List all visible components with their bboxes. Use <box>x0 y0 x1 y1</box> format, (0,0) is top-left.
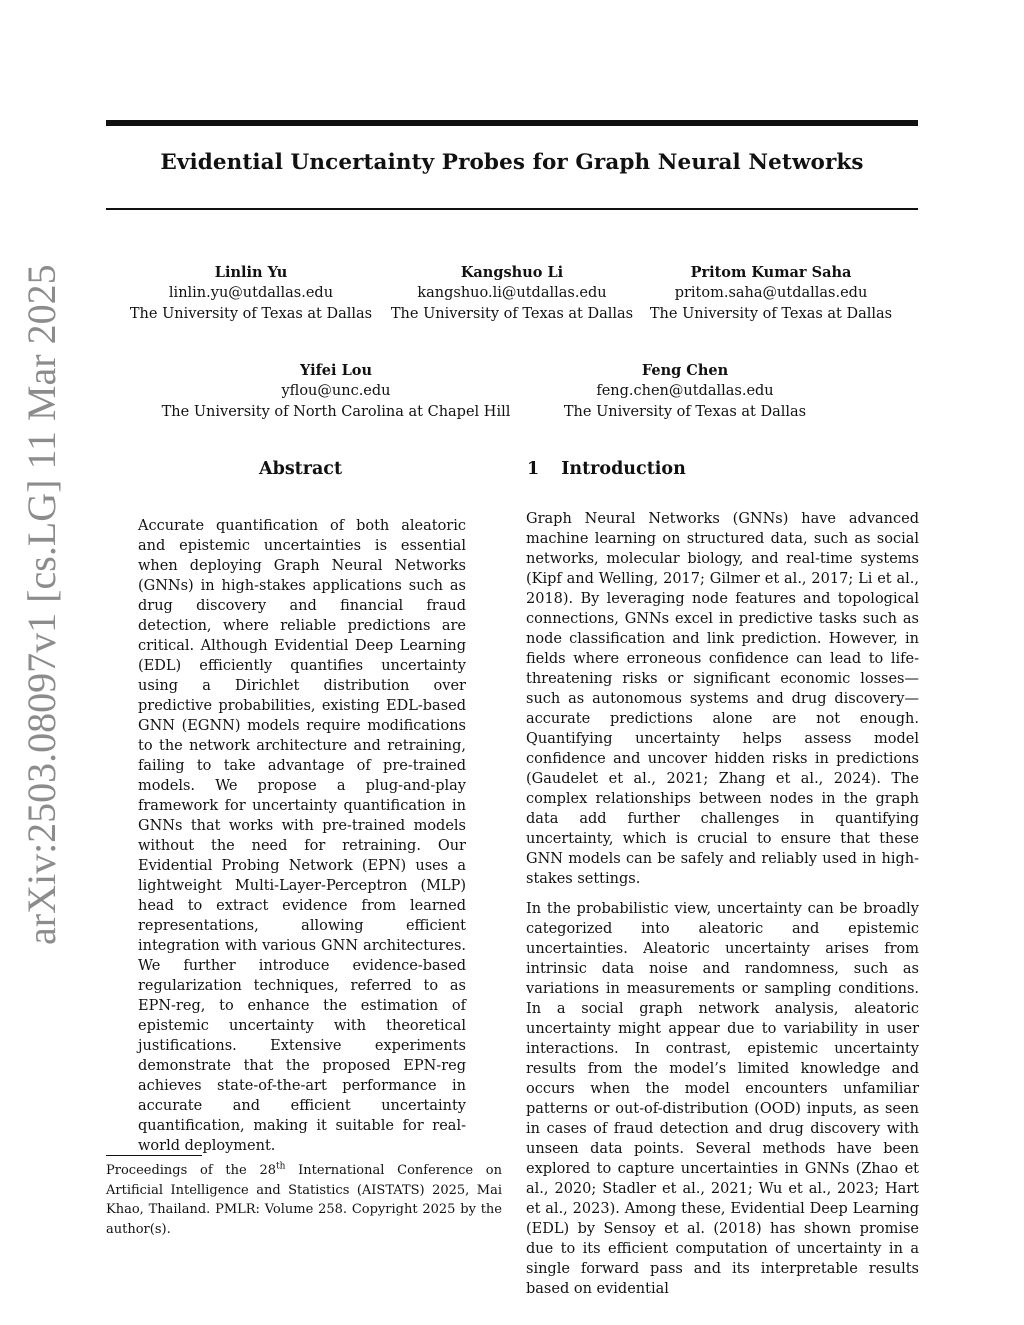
author-block <box>146 360 526 423</box>
author-block <box>552 360 818 423</box>
author-affiliation: The University of Texas at Dallas <box>129 306 373 322</box>
abstract-heading: Abstract <box>259 459 343 479</box>
paragraph: Graph Neural Networks (GNNs) have advanced machine learning on structured data, such as social networks, molecular biology, and real-time systems (Kipf and Welling, 2017; Gilmer et al., 2017; Li et al., 2018). By leveraging node features and topological connections, GNNs excel in predictive tasks such as node classification and link prediction. However, in fields where erroneous confidence can lead to life-threatening risks or significant economic losses—such as autonomous systems and drug discovery—accurate predictions alone are not enough. Quantifying uncertainty helps assess model confidence and uncover hidden risks in predictions (Gaudelet et al., 2021; Zhang et al., 2024). The complex relationships between nodes in the graph data add further challenges in quantifying uncertainty, which is crucial to ensure that these GNN models can be safely and reliably used in high-stakes settings. <box>526 511 919 887</box>
author-name: Feng Chen <box>641 362 729 379</box>
abstract-text: Accurate quantification of both aleatoric and epistemic uncertainties is essential when deploying Graph Neural Networks (GNNs) in high-stakes applications such as drug discovery and financial fraud detection, where reliable predictions are critical. Although Evidential Deep Learning (EDL) efficiently quantifies uncertainty using a Dirichlet distribution over predictive probabilities, existing EDL-based GNN (EGNN) models require modifications to the network architecture and retraining, failing to take advantage of pre-trained models. We propose a plug-and-play framework for uncertainty quantification in GNNs that works with pre-trained models without the need for retraining. Our Evidential Probing Network (EPN) uses a lightweight Multi-Layer-Perceptron (MLP) head to extract evidence from learned representations, allowing efficient integration with various GNN architectures. We further introduce evidence-based regularization techniques, referred to as EPN-reg, to enhance the estimation of epistemic uncertainty with theoretical justifications. Extensive experiments demonstrate that the proposed EPN-reg achieves state-of-the-art performance in accurate and efficient uncertainty quantification, making it suitable for real-world deployment. <box>138 518 466 1154</box>
abstract-body <box>138 516 466 1166</box>
section-title: Introduction <box>561 459 686 479</box>
section-heading-introduction <box>527 459 686 479</box>
author-email[interactable]: kangshuo.li@utdallas.edu <box>417 285 607 301</box>
author-affiliation: The University of Texas at Dallas <box>649 306 893 322</box>
footnote-text: International Conference on Artificial Intelligence and Statistics (AISTATS) 2025, Mai Khao, Thailand. PMLR: Volume 258. Copyright 2025 by the author(s). <box>106 1163 502 1237</box>
introduction-body <box>526 509 919 1309</box>
arxiv-stamp: arXiv:2503.08097v1 [cs.LG] 11 Mar 2025 <box>19 264 64 945</box>
author-name: Kangshuo Li <box>460 264 564 281</box>
author-name: Yifei Lou <box>299 362 373 379</box>
author-affiliation: The University of Texas at Dallas <box>563 404 807 420</box>
author-email[interactable]: pritom.saha@utdallas.edu <box>674 285 868 301</box>
paragraph: In the probabilistic view, uncertainty can be broadly categorized into aleatoric and epistemic uncertainties. Aleatoric uncertainty arises from intrinsic data noise and randomness, such as variations in measurements or sampling conditions. In a social graph network analysis, aleatoric uncertainty might appear due to variability in user interactions. In contrast, epistemic uncertainty results from the model’s limited knowledge and occurs when the model encounters unfamiliar patterns or out-of-distribution (OOD) inputs, as seen in cases of fraud detection and drug discovery with unseen data points. Several methods have been explored to capture uncertainties in GNNs (Zhao et al., 2020; Stadler et al., 2021; Wu et al., 2023; Hart et al., 2023). Among these, Evidential Deep Learning (EDL) by Sensoy et al. (2018) has shown promise due to its efficient computation of uncertainty in a single forward pass and its interpretable results based on evidential <box>526 901 919 1297</box>
author-affiliation: The University of Texas at Dallas <box>390 306 634 322</box>
footnote-text: Proceedings of the 28 <box>106 1163 276 1178</box>
footnote-rule <box>106 1155 202 1156</box>
author-affiliation: The University of North Carolina at Chapel Hill <box>161 404 511 420</box>
author-block <box>380 262 644 325</box>
author-name: Pritom Kumar Saha <box>690 264 852 281</box>
footnote <box>106 1161 502 1239</box>
section-number: 1 <box>527 459 540 479</box>
author-block <box>640 262 902 325</box>
footnote-superscript: th <box>276 1161 286 1172</box>
title-rule-top <box>106 120 918 126</box>
paper-title: Evidential Uncertainty Probes for Graph Neural Networks <box>160 150 864 175</box>
author-name: Linlin Yu <box>214 264 288 281</box>
author-email[interactable]: feng.chen@utdallas.edu <box>596 383 774 399</box>
author-block <box>118 262 384 325</box>
title-rule-bottom <box>106 208 918 210</box>
author-email[interactable]: linlin.yu@utdallas.edu <box>168 285 334 301</box>
author-email[interactable]: yflou@unc.edu <box>281 383 391 399</box>
